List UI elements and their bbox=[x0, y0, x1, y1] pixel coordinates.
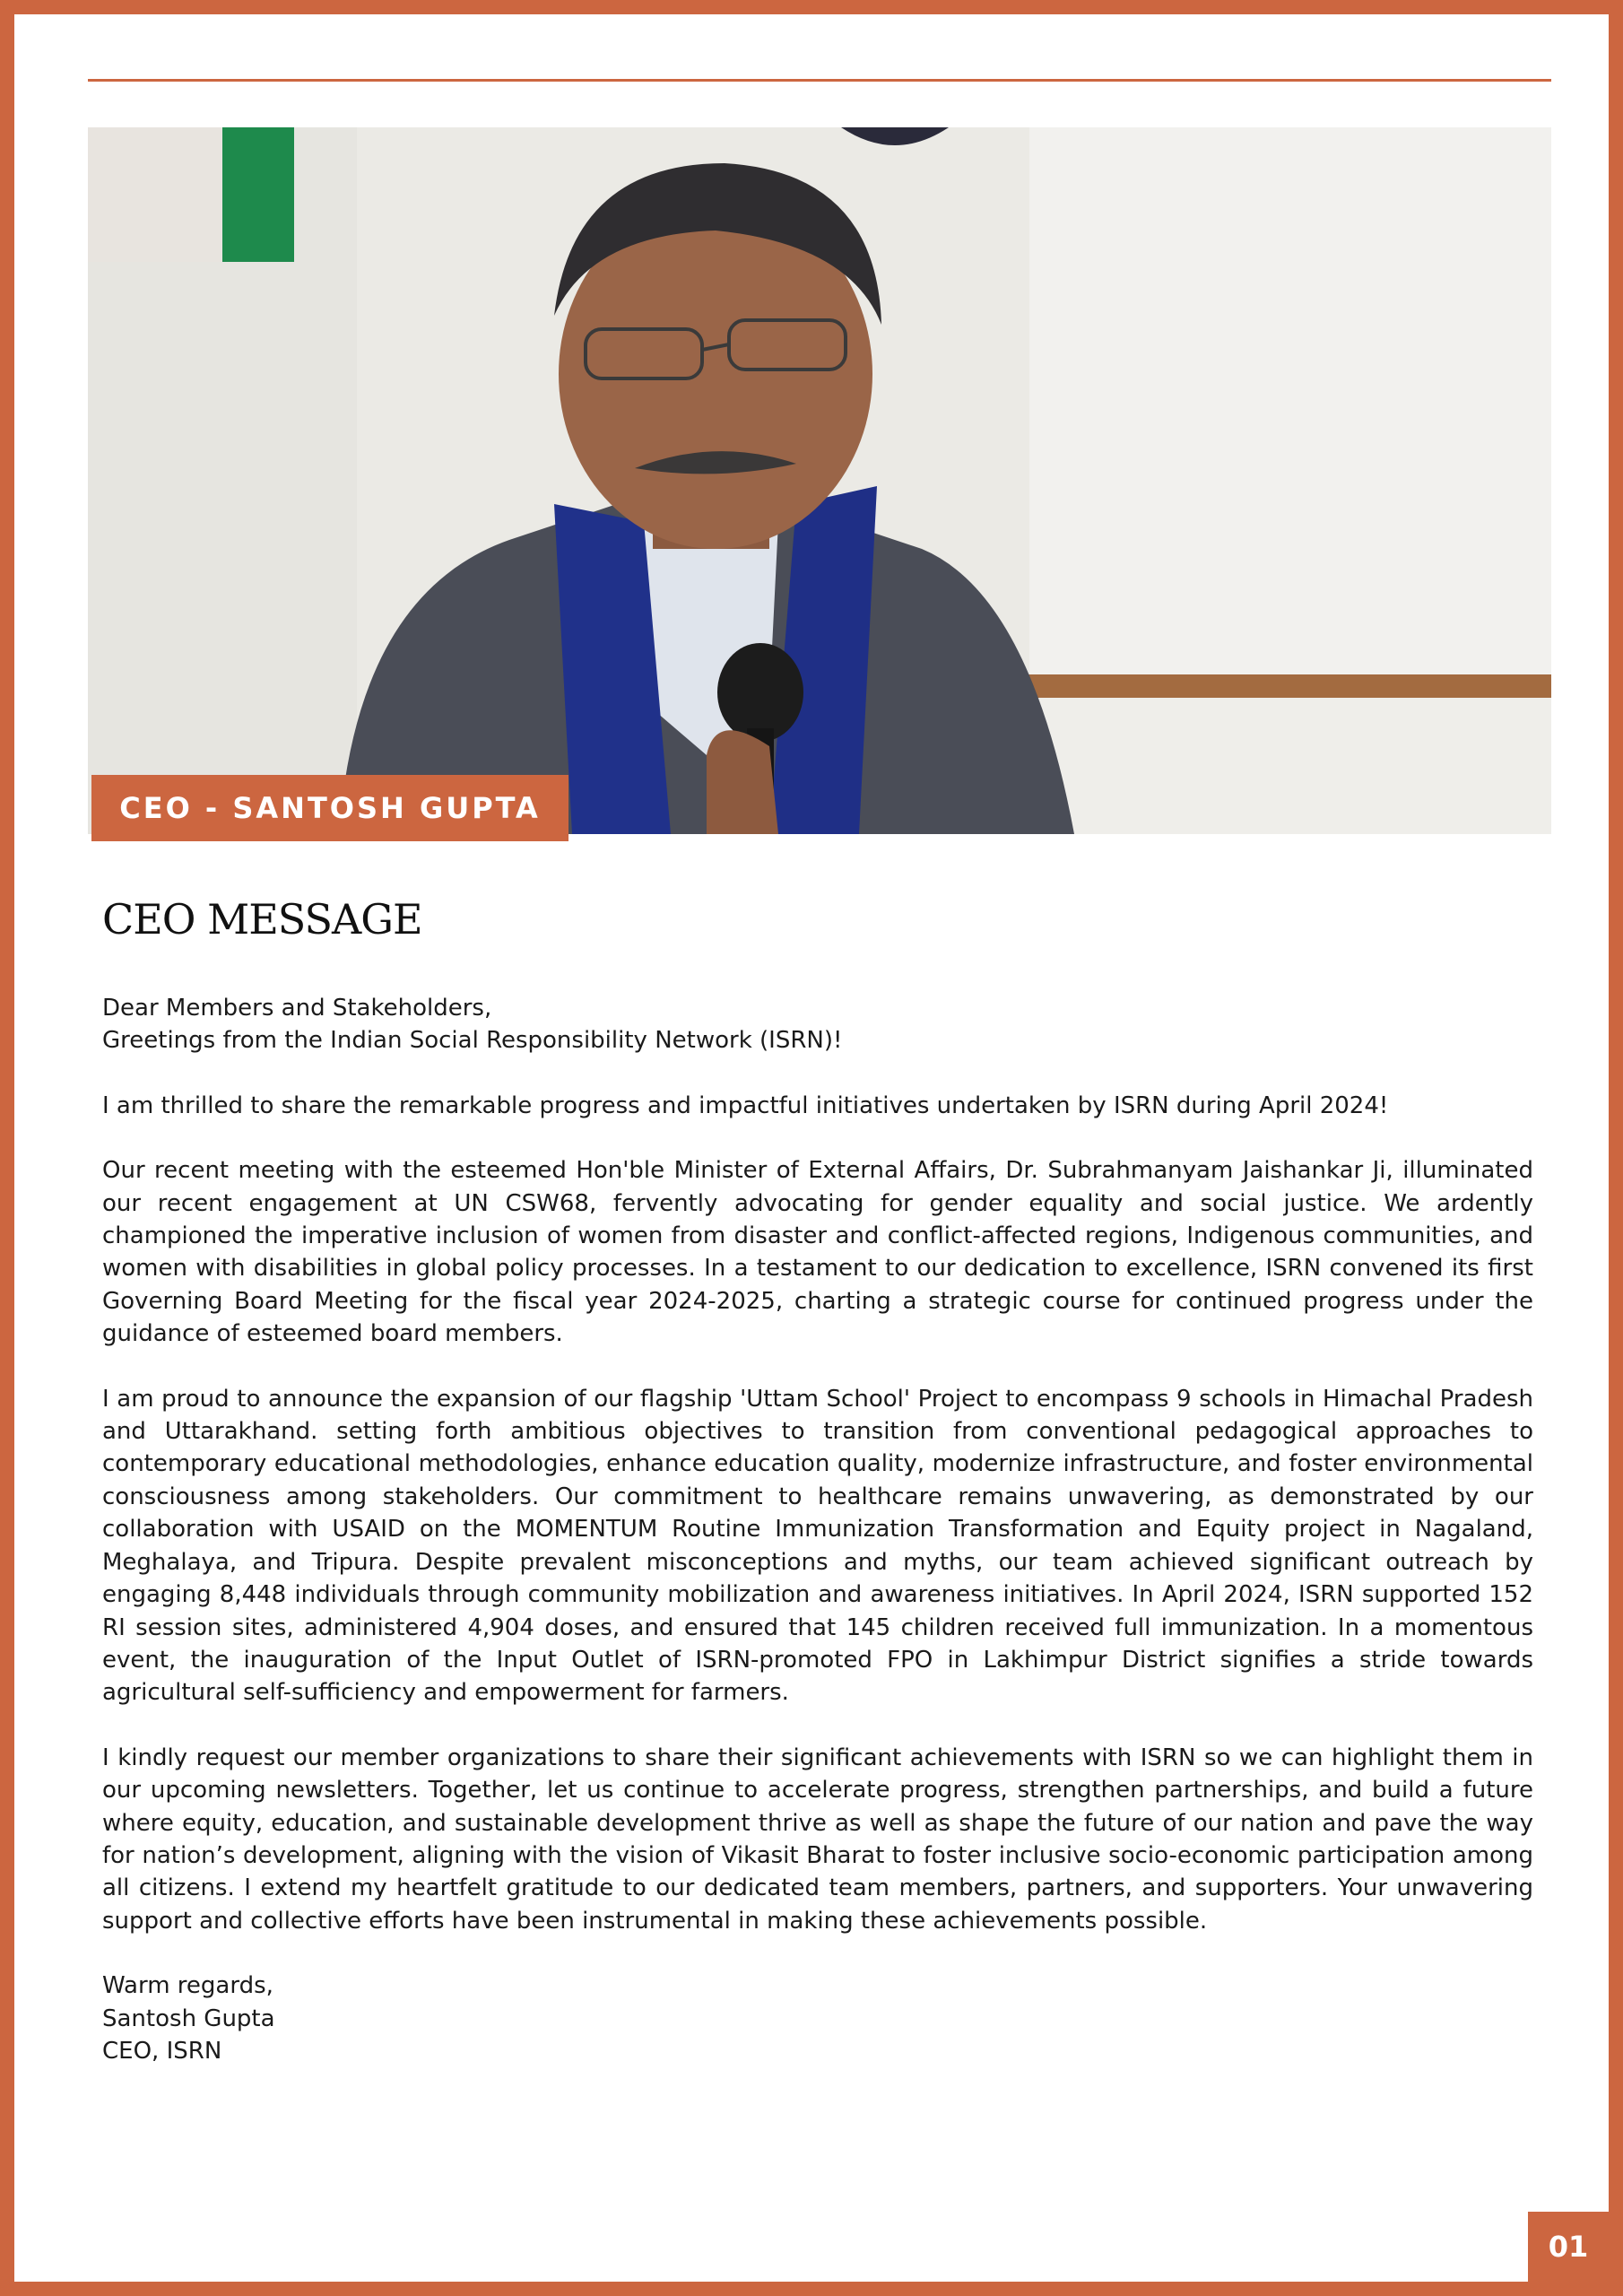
page-number: 01 bbox=[1528, 2212, 1609, 2282]
top-divider bbox=[88, 79, 1551, 82]
salutation: Dear Members and Stakeholders, bbox=[102, 995, 492, 1022]
page-title: CEO MESSAGE bbox=[102, 895, 422, 944]
signoff-closing: Warm regards, bbox=[102, 1972, 273, 2000]
photo-caption: CEO - SANTOSH GUPTA bbox=[91, 775, 568, 841]
signoff-name: Santosh Gupta bbox=[102, 2005, 275, 2032]
paragraph-engagement: Our recent meeting with the esteemed Hon'ble Minister of External Affairs, Dr. Subrahmanyam Jaishankar Ji, illuminated our recent engagement at UN CSW68, fervently advocating for gender equality and social justice. We ardently championed the imperative inclusion of women from disaster and conflict-affected regions, Indigenous communities, and women with disabilities in global policy processes. In a testament to our dedication to excellence, ISRN convened its first Governing Board Meeting for the fiscal year 2024-2025, charting a strategic course for continued progress under the guidance of esteemed board members. bbox=[102, 1157, 1533, 1348]
ceo-photo bbox=[88, 127, 1551, 834]
paragraph-projects: I am proud to announce the expansion of our flagship 'Uttam School' Project to encompass 9 schools in Himachal Pradesh and Uttarakhand. setting forth ambitious objectives to transition from conventional pedagogical approaches to contemporary educational methodologies, enhance education quality, modernize infrastructure, and foster environmental consciousness among stakeholders. Our commitment to healthcare remains unwavering, as demonstrated by our collaboration with USAID on the MOMENTUM Routine Immunization Transformation and Equity project in Nagaland, Meghalaya, and Tripura. Despite prevalent misconceptions and myths, our team achieved significant outreach by engaging 8,448 individuals through community mobilization and awareness initiatives. In April 2024, ISRN supported 152 RI session sites, administered 4,904 doses, and ensured that 145 children received full immunization. In a momentous event, the inauguration of the Input Outlet of ISRN-promoted FPO in Lakhimpur District signifies a stride towards agricultural self-sufficiency and empowerment for farmers. bbox=[102, 1385, 1533, 1707]
greeting: Greetings from the Indian Social Responsibility Network (ISRN)! bbox=[102, 1027, 843, 1055]
signoff-role: CEO, ISRN bbox=[102, 2037, 222, 2065]
paragraph-request: I kindly request our member organizations to share their significant achievements with ISRN so we can highlight them in our upcoming newsletters. Together, let us continue to accelerate progress, strengthen partnerships, and build a future where equity, education, and sustainable development thrive as well as shape the future of our nation and pave the way for nation’s development, aligning with the vision of Vikasit Bharat to foster inclusive socio-economic participation among all citizens. I extend my heartfelt gratitude to our dedicated team members, partners, and supporters. Your unwavering support and collective efforts have been instrumental in making these achievements possible. bbox=[102, 1744, 1533, 1935]
paragraph-intro: I am thrilled to share the remarkable progress and impactful initiatives undertaken by ISRN during April 2024! bbox=[102, 1091, 1389, 1119]
signoff bbox=[102, 1970, 1533, 2067]
message-body bbox=[102, 992, 1533, 2100]
